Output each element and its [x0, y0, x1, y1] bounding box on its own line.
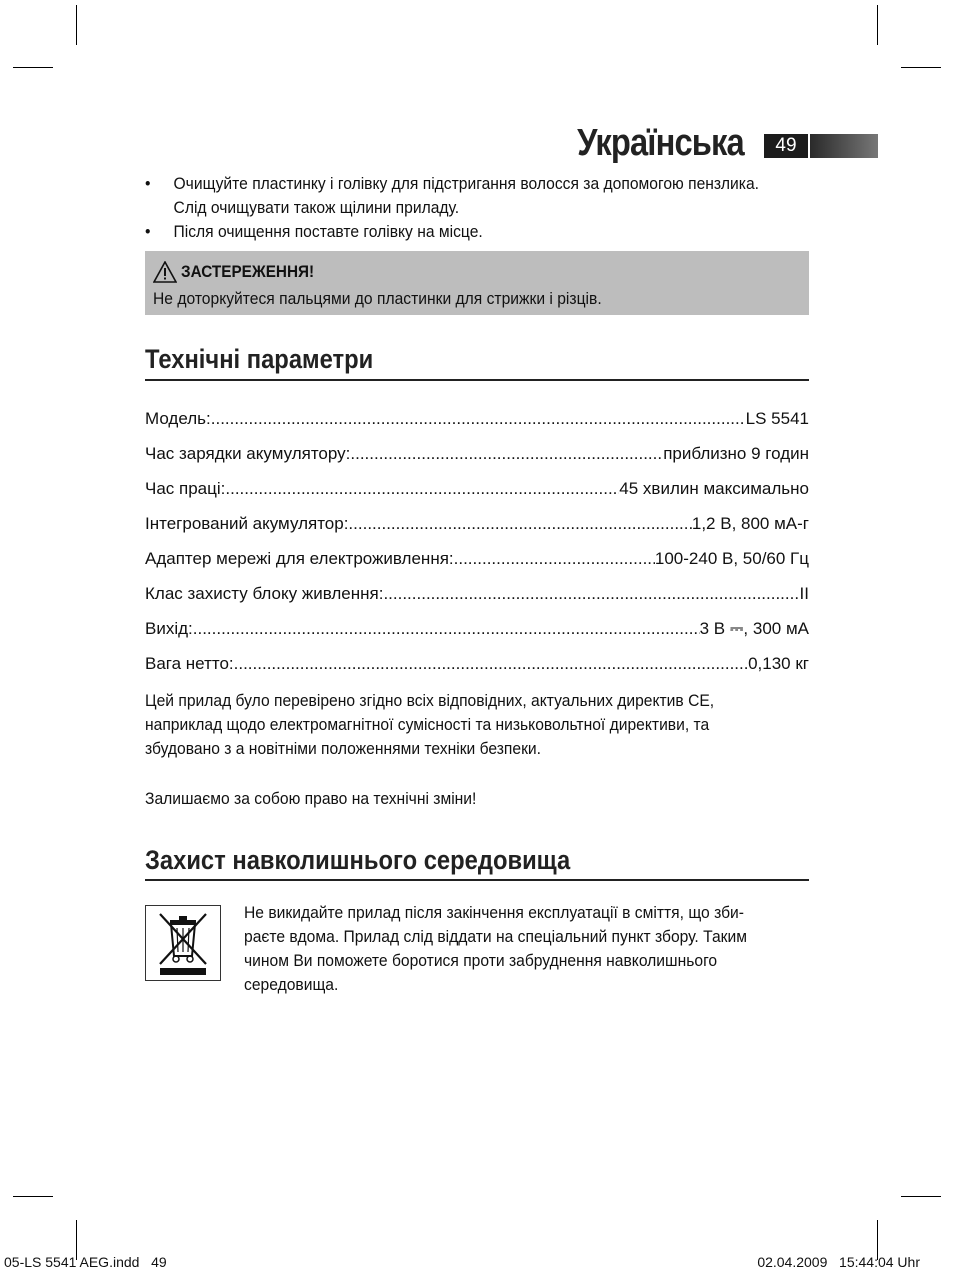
page-title: Українська — [577, 122, 744, 164]
warning-box — [145, 251, 809, 315]
leader-dots — [454, 547, 655, 571]
footer-file-info: 05-LS 5541 AEG.indd 49 — [4, 1254, 167, 1270]
leader-dots — [193, 617, 700, 641]
spec-label: Клас захисту блоку живлення: — [145, 584, 384, 603]
spec-value: II — [799, 584, 809, 603]
spec-label: Час зарядки акумулятору: — [145, 444, 351, 463]
paragraph-line: збудовано з а новітніми положеннями техніки безпеки. — [145, 739, 542, 758]
tech-section-title: Технічні параметри — [145, 344, 374, 374]
spec-value: 1,2 В, 800 мА-г — [691, 514, 809, 533]
spec-row — [145, 431, 809, 466]
paragraph-line: раєте вдома. Прилад слід віддати на спеціальний пункт збору. Таким — [244, 927, 747, 946]
crop-mark — [13, 1196, 53, 1197]
cleaning-bullet-list — [145, 172, 865, 244]
list-item-line: Після очищення поставте голівку на місце. — [173, 222, 483, 241]
spec-row — [145, 571, 809, 606]
warning-triangle-icon — [153, 261, 177, 283]
list-item-line: Очищуйте пластинку і голівку для підстригання волосся за допомогою пензлика. — [173, 174, 759, 193]
paragraph-line: Цей прилад було перевірено згідно всіх відповідних, актуальних директив CE, — [145, 691, 715, 710]
section-rule — [145, 379, 809, 381]
list-item-line: Слід очищувати також щілини приладу. — [173, 198, 460, 217]
disposal-text — [244, 901, 747, 997]
leader-dots — [383, 582, 799, 606]
leader-dots — [348, 512, 691, 536]
crop-mark — [901, 67, 941, 68]
spec-label: Вихід: — [145, 619, 193, 638]
bullet-marker: • — [145, 174, 151, 193]
leader-dots — [234, 652, 748, 676]
paragraph-line: середовища. — [244, 975, 339, 994]
crossed-bin-icon — [146, 906, 220, 980]
warning-title: ЗАСТЕРЕЖЕННЯ! — [181, 262, 315, 281]
leader-dots — [211, 407, 746, 431]
spec-row — [145, 501, 809, 536]
warning-text: Не доторкуйтеся пальцями до пластинки для стрижки і різців. — [153, 289, 602, 308]
section-rule — [145, 879, 809, 881]
spec-value: приблизно 9 годин — [663, 444, 809, 463]
leader-dots — [225, 477, 619, 501]
crop-mark — [76, 5, 77, 45]
list-item — [145, 220, 807, 244]
spec-value: LS 5541 — [745, 409, 809, 428]
crop-mark — [877, 5, 878, 45]
spec-row — [145, 606, 809, 641]
paragraph-line: Не викидайте прилад після закінчення експлуатації в сміття, що зби- — [244, 903, 744, 922]
leader-dots — [350, 442, 663, 466]
list-item — [145, 172, 807, 220]
spec-label: Час праці: — [145, 479, 226, 498]
spec-row — [145, 466, 809, 501]
spec-value: 3 В ⎓, 300 мА — [699, 619, 809, 638]
spec-value: 100-240 В, 50/60 Гц — [654, 549, 809, 568]
crop-mark — [901, 1196, 941, 1197]
crop-mark — [13, 67, 53, 68]
bullet-marker: • — [145, 222, 151, 241]
spec-value: 0,130 кг — [748, 654, 809, 673]
spec-label: Вага нетто: — [145, 654, 234, 673]
ce-paragraph — [145, 689, 714, 761]
header-gradient-bar — [810, 134, 878, 158]
spec-row — [145, 641, 809, 676]
spec-value: 45 хвилин максимально — [619, 479, 809, 498]
paragraph-line: чином Ви поможете боротися проти забруднення навколишнього — [244, 951, 718, 970]
page-number-badge: 49 — [764, 134, 808, 158]
weee-symbol — [145, 905, 221, 981]
spec-row — [145, 396, 809, 431]
footer-timestamp: 02.04.2009 15:44:04 Uhr — [757, 1254, 920, 1270]
warning-header — [153, 261, 329, 283]
spec-label: Інтегрований акумулятор: — [145, 514, 349, 533]
spec-label: Модель: — [145, 409, 211, 428]
reserve-note: Залишаємо за собою право на технічні зміни! — [145, 789, 477, 808]
spec-table — [145, 396, 809, 676]
env-section-title: Захист навколишнього середовища — [145, 845, 571, 875]
spec-row — [145, 536, 809, 571]
paragraph-line: наприклад щодо електромагнітної сумісності та низьковольтної директиви, та — [145, 715, 710, 734]
spec-label: Адаптер мережі для електроживлення: — [145, 549, 454, 568]
